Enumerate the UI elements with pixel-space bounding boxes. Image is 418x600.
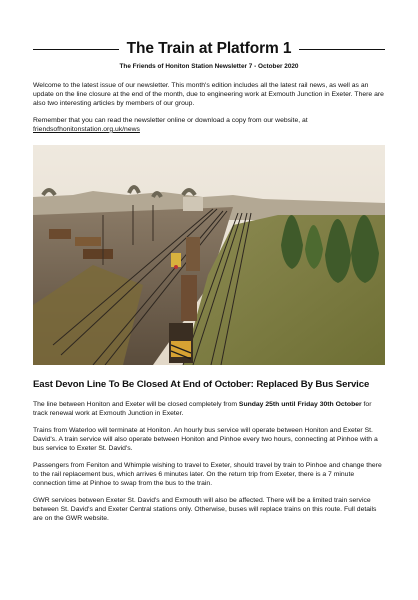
website-note-text: Remember that you can read the newsletter online or download a copy from our website, at	[33, 116, 308, 124]
photo-building	[183, 197, 203, 211]
article-paragraph-waterloo: Trains from Waterloo will terminate at Honiton. An hourly bus service will operate between Honiton and Exeter St. David's. A train service will also operate between Honiton and Pinhoe every two hours, connecting at Pinhoe with a bus service to Exeter St. David's.	[33, 426, 378, 452]
title-rule-right	[299, 49, 385, 50]
title-rule-left	[33, 49, 119, 50]
railway-photo	[33, 145, 385, 365]
intro-paragraph: Welcome to the latest issue of our newsletter. This month's edition includes all the latest rail news, as well as an update on the line closure at the end of the month, due to engineering work at Exmouth Junction in Exeter. There are also two interesting articles by members of our group.	[33, 82, 384, 107]
website-note	[33, 117, 385, 135]
website-link[interactable]: friendsofhonitonstation.org.uk/news	[33, 125, 140, 133]
closure-dates: Sunday 25th until Friday 30th October	[238, 400, 362, 408]
closure-text-after: for track renewal work at Exmouth Junction in Exeter.	[33, 400, 372, 417]
newsletter-title: The Train at Platform 1	[126, 40, 292, 57]
closure-text-before: The line between Honiton and Exeter will be closed completely from	[33, 400, 239, 408]
article-paragraph-closure	[33, 401, 385, 419]
article-paragraph-passengers: Passengers from Feniton and Whimple wishing to travel to Exeter, should travel by train to Pinhoe and change there to the rail replacement bus, which arrives 6 minutes later. On the return trip from Exeter, there is a 7 minute connection time at Pinhoe to swap from the bus to the train.	[33, 461, 382, 487]
masthead	[33, 0, 385, 58]
newsletter-subtitle: The Friends of Honiton Station Newsletter 7 - October 2020	[119, 63, 299, 70]
article-headline: East Devon Line To Be Closed At End of October: Replaced By Bus Service	[33, 378, 370, 390]
article-paragraph-gwr: GWR services between Exeter St. David's and Exmouth will also be affected. There will be a limited train service between St. David's and Exeter Central stations only. Otherwise, buses will replace trains on this route. Full details are on the GWR website.	[33, 496, 377, 522]
photo-wagons	[181, 275, 197, 321]
